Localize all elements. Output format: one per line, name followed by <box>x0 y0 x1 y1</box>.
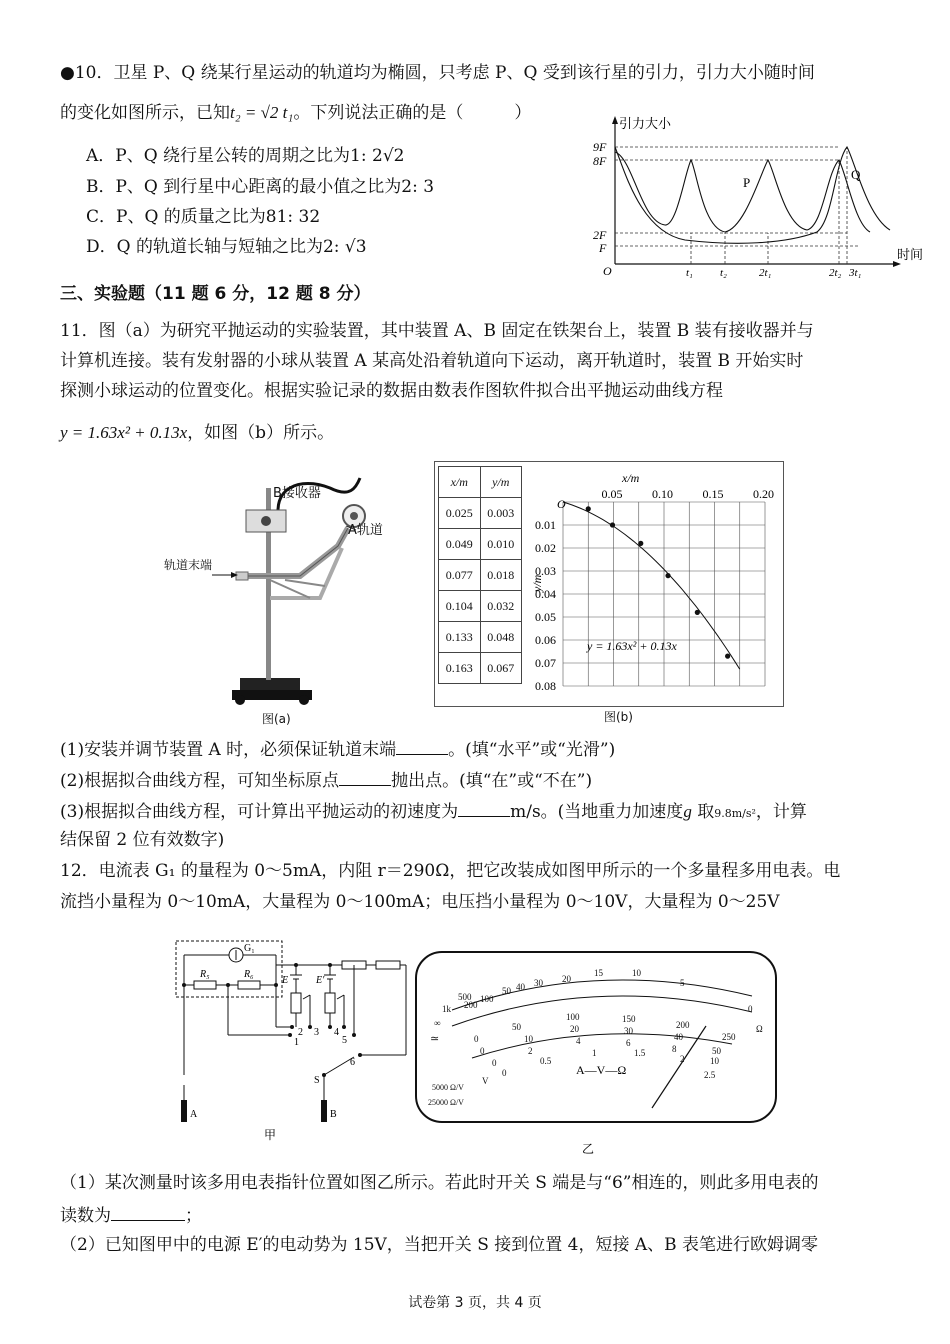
table-header-x: x/m <box>439 467 481 498</box>
ohm-tick: 500 <box>458 992 472 1002</box>
q11-sub1 <box>60 737 615 761</box>
answer-blank-2[interactable] <box>339 768 391 786</box>
label-b: B <box>330 1109 337 1120</box>
ohm-tick: 40 <box>516 982 525 992</box>
galvanometer-box <box>176 941 282 997</box>
label-a: A <box>190 1109 198 1120</box>
q12-line2: 流挡小量程为 0～10mA，大量程为 0～100mA；电压挡小量程为 0～10V，大量程为 0～25V <box>60 892 780 912</box>
label-pos-6: 6 <box>350 1057 355 1068</box>
ohm-tick: 1k <box>442 1004 451 1014</box>
y-tick-label: 0.08 <box>535 679 556 693</box>
table-cell: 0.163 <box>439 653 481 684</box>
resistor-r6 <box>238 981 260 989</box>
q11-sub3-g: g <box>683 802 692 821</box>
chart-ylabel: y/m <box>530 574 544 592</box>
q11-line3: 探测小球运动的位置变化。根据实验记录的数据由数表作图软件拟合出平抛运动曲线方程 <box>60 381 723 401</box>
chart-ticks <box>535 487 774 693</box>
tick-F: F <box>599 241 607 255</box>
table-cell: 0.048 <box>480 622 522 653</box>
label-r6: R₆ <box>244 969 254 980</box>
table-cell: 0.067 <box>480 653 522 684</box>
q12-sub1-post: ； <box>185 1206 202 1226</box>
answer-blank-4[interactable] <box>111 1203 185 1221</box>
y-axis-label: 引力大小 <box>619 116 672 131</box>
q11-line1: 11．图（a）为研究平抛运动的实验装置，其中装置 A、B 固定在铁架台上，装置 B 装有接收器并与 <box>60 321 814 341</box>
fig-b-caption: 图(b) <box>604 710 633 724</box>
data-point <box>695 610 700 615</box>
y-tick-label: 0.07 <box>535 656 556 670</box>
curve-P <box>615 152 870 232</box>
table-row <box>439 529 522 560</box>
q10-line2 <box>60 102 531 124</box>
q11-sub3-post: ，计算 <box>755 802 807 822</box>
table-row <box>439 653 522 684</box>
dc-tick: 30 <box>624 1026 633 1036</box>
ac-tick: 1 <box>592 1048 597 1058</box>
q12-sub1-line2 <box>60 1203 202 1227</box>
ac-tick: 0.5 <box>540 1056 552 1066</box>
q11-sub3-take: 取 <box>691 802 715 822</box>
label-P: P <box>743 175 751 190</box>
chart-xlabel: x/m <box>622 471 640 485</box>
ohm-tick: 5 <box>680 978 685 988</box>
dc-tick: 50 <box>512 1022 521 1032</box>
x-axis-label: 时间 <box>897 247 924 262</box>
ohm-tick: 30 <box>534 978 543 988</box>
label-pos-3: 3 <box>314 1027 319 1038</box>
ohm-unit: Ω <box>756 1024 763 1034</box>
q11-sub1-post: 。(填“水平”或“光滑”) <box>448 740 616 760</box>
table-cell: 0.104 <box>439 591 481 622</box>
table-row <box>439 498 522 529</box>
answer-blank-1[interactable] <box>396 737 448 755</box>
table-cell: 0.003 <box>480 498 522 529</box>
label-g1: G₁ <box>244 943 255 954</box>
dc-tick: 0 <box>492 1058 497 1068</box>
q11-sub2 <box>60 768 592 792</box>
table-cell: 0.049 <box>439 529 481 560</box>
label-e-prime: E′ <box>316 975 325 986</box>
table-header-y: y/m <box>480 467 522 498</box>
resistor-series-2 <box>376 961 400 969</box>
dc-tick: 10 <box>710 1056 719 1066</box>
q11-sub3-mid: m/s。(当地重力加速度 <box>510 802 684 822</box>
label-receiver-b: B接收器 <box>273 486 321 501</box>
resistor-r5 <box>194 981 216 989</box>
circuit-diagram <box>170 935 415 1145</box>
q11-equation-post: ，如图（b）所示。 <box>187 423 335 443</box>
table-row <box>439 591 522 622</box>
data-point <box>725 654 730 659</box>
chart-grid <box>563 502 765 686</box>
ac-tick: 0 <box>502 1068 507 1078</box>
q11-sub2-text: (2)根据拟合曲线方程，可知坐标原点 <box>60 771 340 791</box>
data-point <box>638 541 643 546</box>
q10-option-b: B．P、Q 到行星中心距离的最小值之比为2: 3 <box>86 177 435 197</box>
force-time-graph <box>585 112 930 280</box>
ohm-tick: ∞ <box>434 1018 441 1028</box>
chart-points <box>586 506 731 658</box>
q10-option-c: C．P、Q 的质量之比为81: 32 <box>86 207 321 227</box>
y-tick-label: 0.02 <box>535 541 556 555</box>
dc-tick: 100 <box>566 1012 580 1022</box>
q10-line2-pre: 的变化如图所示，已知 <box>60 103 230 123</box>
y-tick-label: 0.03 <box>535 564 556 578</box>
ac-tick: 1.5 <box>634 1048 646 1058</box>
y-tick-label: 0.06 <box>535 633 556 647</box>
probe-a <box>181 1100 187 1122</box>
data-point <box>610 522 615 527</box>
table-cell: 0.018 <box>480 560 522 591</box>
rheostat-2 <box>325 993 335 1013</box>
q12-sub1-text: 读数为 <box>60 1206 111 1226</box>
probe-b <box>321 1100 327 1122</box>
q11-line2: 计算机连接。装有发射器的小球从装置 A 某高处沿着轨道向下运动，离开轨道时，装置 B 开始实时 <box>60 351 804 371</box>
y-tick-label: 0.01 <box>535 518 556 532</box>
graph-origin: O <box>603 264 612 278</box>
label-pos-2: 2 <box>298 1027 303 1038</box>
label-pos-1: 1 <box>294 1037 299 1048</box>
dc-tick: 4 <box>576 1036 581 1046</box>
ohm-tick: 10 <box>632 968 641 978</box>
table-cell: 0.010 <box>480 529 522 560</box>
dc-tick: 0 <box>474 1034 479 1044</box>
label-e: E <box>282 975 289 986</box>
q11-sub3-value: 9.8m/s² <box>714 807 756 820</box>
q12-sub1-line1: （1）某次测量时该多用电表指针位置如图乙所示。若此时开关 S 端是与“6”相连的，则此多用电表的 <box>60 1173 819 1193</box>
q11-sub3 <box>60 799 807 825</box>
q11-fit-equation: y = 1.63x² + 0.13x <box>60 423 188 442</box>
label-r5: R₅ <box>200 969 210 980</box>
table-row <box>439 622 522 653</box>
section3-title: 三、实验题（11 题 6 分，12 题 8 分） <box>60 284 371 304</box>
meter-dial <box>412 950 780 1158</box>
dc-tick: 200 <box>676 1020 690 1030</box>
dc-tick: 6 <box>626 1038 631 1048</box>
table-cell: 0.133 <box>439 622 481 653</box>
tick-2t2: 2t₂ <box>829 267 842 279</box>
data-table <box>438 466 522 684</box>
ohm-tick: 15 <box>594 968 603 978</box>
label-pos-4: 4 <box>334 1027 339 1038</box>
ohm-tick: 200 <box>464 1000 478 1010</box>
q12-sub2: （2）已知图甲中的电源 E′的电动势为 15V，当把开关 S 接到位置 4，短接 A、B 表笔进行欧姆调零 <box>60 1235 819 1255</box>
ac-tick: 2.5 <box>704 1070 716 1080</box>
sensitivity-label-1: 5000 Ω/V <box>432 1083 464 1092</box>
meter-caption: 乙 <box>582 1142 595 1156</box>
tick-9F: 9F <box>593 140 607 154</box>
label-track-a: A轨道 <box>348 523 383 538</box>
page-footer: 试卷第 3 页，共 4 页 <box>408 1295 542 1311</box>
q11-sub2-post: 抛出点。(填“在”或“不在”) <box>391 771 593 791</box>
dc-tick: 0 <box>480 1046 485 1056</box>
q11-line4 <box>60 422 334 444</box>
v-symbol: V <box>482 1076 489 1086</box>
dc-tick: 50 <box>712 1046 721 1056</box>
y-tick-label: 0.04 <box>535 587 556 601</box>
tick-t2: t₂ <box>720 267 727 279</box>
tick-2F: 2F <box>593 228 607 242</box>
label-switch-s: S <box>314 1075 320 1086</box>
answer-blank-3[interactable] <box>458 799 510 817</box>
circuit-caption: 甲 <box>264 1128 277 1142</box>
ohm-tick: 20 <box>562 974 571 984</box>
table-cell: 0.025 <box>439 498 481 529</box>
q12-line1: 12．电流表 G₁ 的量程为 0～5mA，内阻 r＝290Ω，把它改装成如图甲所示的一个多量程多用电表。电 <box>60 861 841 881</box>
dc-tick: 2 <box>528 1046 533 1056</box>
ohm-tick: 0 <box>748 1004 753 1014</box>
fit-chart <box>525 470 781 698</box>
dc-tick: 40 <box>674 1032 683 1042</box>
q10-given-formula: t₂ = √2 t₁ <box>230 103 294 122</box>
dc-tick: 8 <box>672 1044 677 1054</box>
q10-option-d: D．Q 的轨道长轴与短轴之比为2: √3 <box>86 237 367 257</box>
dc-tick: 250 <box>722 1032 736 1042</box>
rheostat-1 <box>291 993 301 1013</box>
dc-tick: 10 <box>524 1034 533 1044</box>
dc-tick: 150 <box>622 1014 636 1024</box>
q11-sub3-line2: 结保留 2 位有效数字) <box>60 830 225 850</box>
table-header-row <box>439 467 522 498</box>
apparatus-figure <box>160 468 420 728</box>
chart-origin: O <box>557 497 566 511</box>
chart-fit-label: y = 1.63x² + 0.13x <box>587 639 677 653</box>
table-cell: 0.077 <box>439 560 481 591</box>
x-tick-label: 0.15 <box>702 487 724 501</box>
tick-t1: t₁ <box>686 267 693 279</box>
q10-line2-post: 。下列说法正确的是（ ） <box>293 103 532 123</box>
data-point <box>665 573 670 578</box>
y-axis-arrow <box>612 116 618 124</box>
tick-2t1: 2t₁ <box>759 267 772 279</box>
q10-line1: ●10．卫星 P、Q 绕某行星运动的轨道均为椭圆，只考虑 P、Q 受到该行星的引力，引力大小随时间 <box>60 63 815 83</box>
ohm-arc <box>452 980 752 1010</box>
x-tick-label: 0.05 <box>601 487 623 501</box>
dc-arc <box>452 996 752 1026</box>
dc-tick: 20 <box>570 1024 579 1034</box>
ac-tick: 2 <box>680 1054 685 1064</box>
table-row <box>439 560 522 591</box>
q11-sub3-text: (3)根据拟合曲线方程，可计算出平抛运动的初速度为 <box>60 802 459 822</box>
table-cell: 0.032 <box>480 591 522 622</box>
sensitivity-label-2: 25000 Ω/V <box>428 1098 464 1107</box>
tick-8F: 8F <box>593 154 607 168</box>
label-Q: Q <box>851 167 861 182</box>
tick-3t1: 3t₁ <box>849 267 862 279</box>
q11-sub1-text: (1)安装并调节装置 A 时，必须保证轨道末端 <box>60 740 397 760</box>
x-tick-label: 0.10 <box>652 487 673 501</box>
y-tick-label: 0.05 <box>535 610 556 624</box>
label-track-end: 轨道末端 <box>164 558 213 572</box>
q10-option-a: A．P、Q 绕行星公转的周期之比为1: 2√2 <box>86 146 405 166</box>
ac-symbol: ≃ <box>430 1033 440 1045</box>
label-pos-5: 5 <box>342 1035 347 1046</box>
ohm-tick: 50 <box>502 986 511 996</box>
ohm-tick: 100 <box>480 994 494 1004</box>
data-point <box>586 506 591 511</box>
fig-a-caption: 图(a) <box>262 712 291 726</box>
x-tick-label: 0.20 <box>753 487 774 501</box>
meter-center-label: A—V—Ω <box>576 1063 627 1077</box>
